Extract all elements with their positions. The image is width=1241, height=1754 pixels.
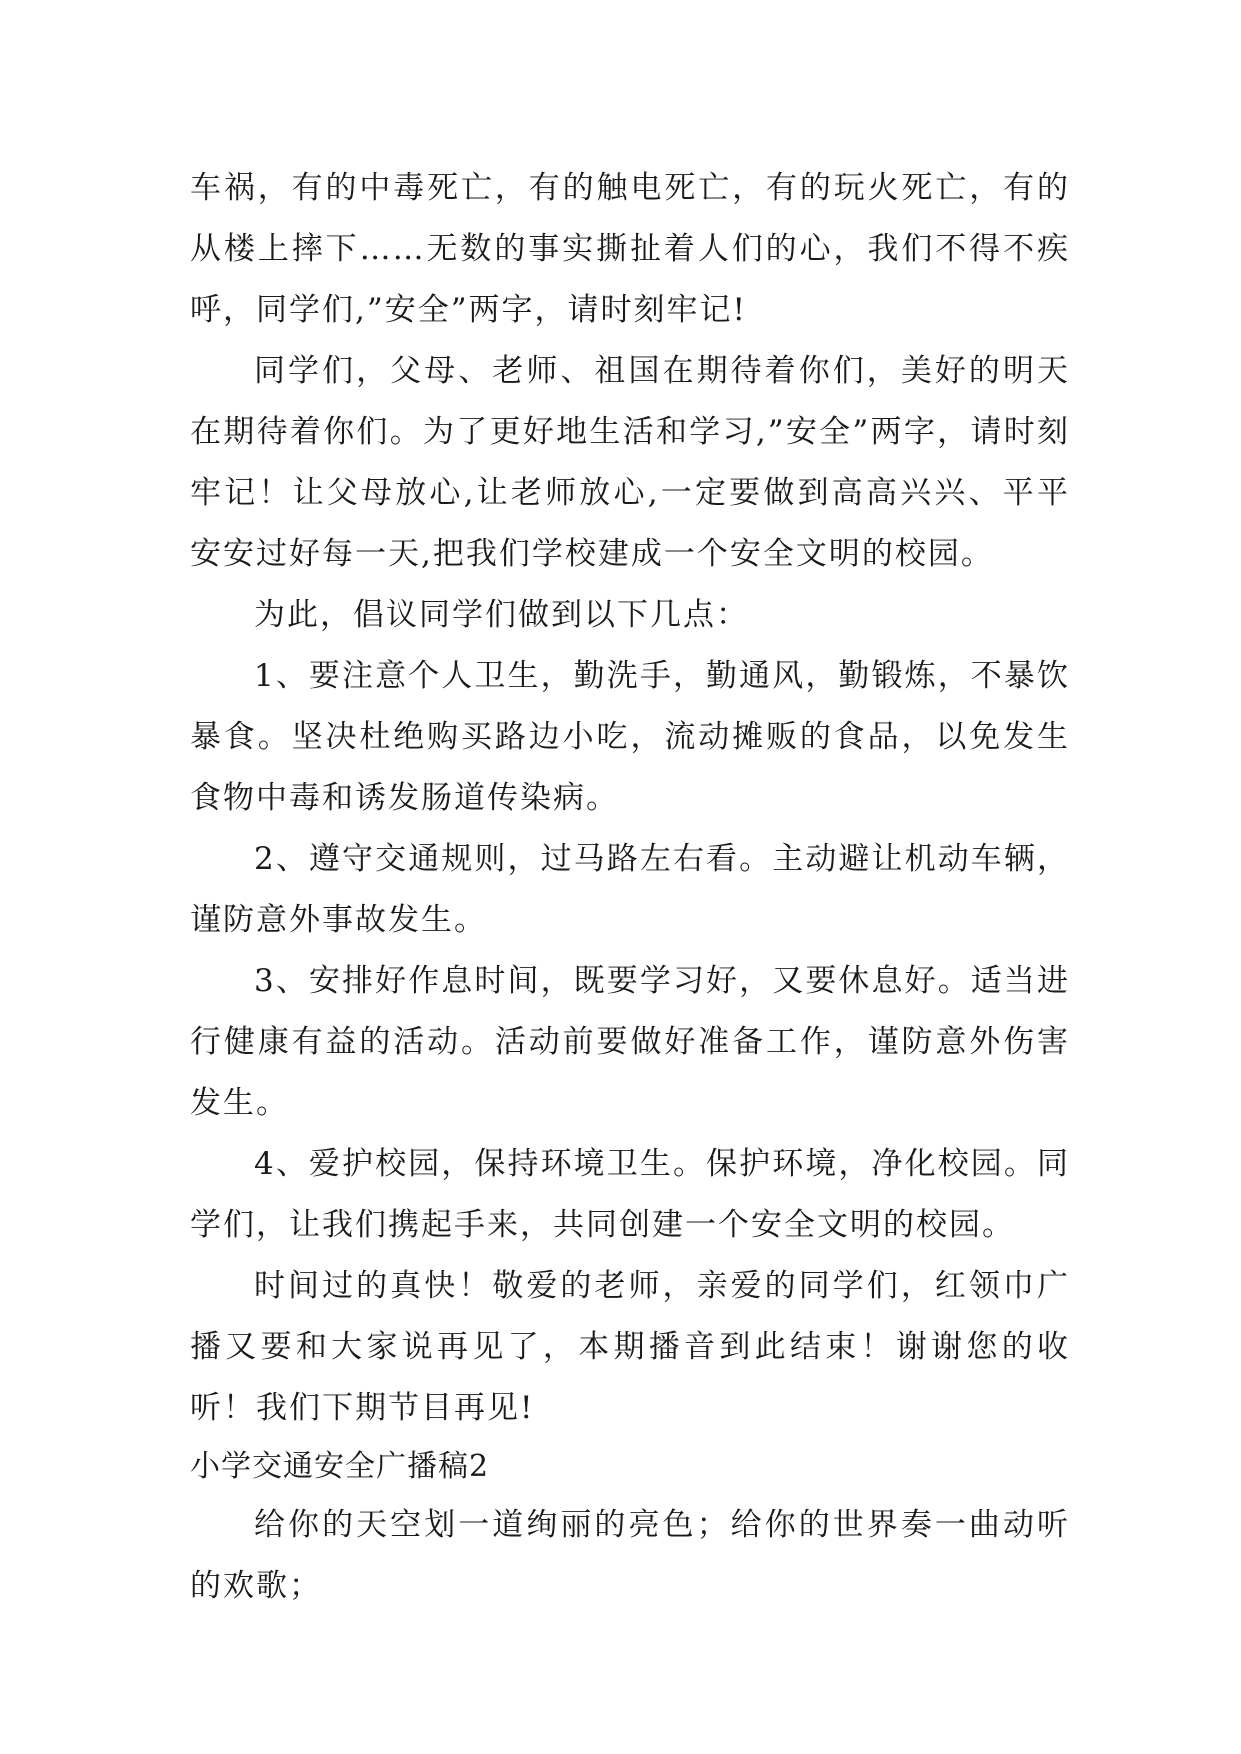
section-title: 小学交通安全广播稿2	[190, 1449, 490, 1484]
paragraph: 为此，倡议同学们做到以下几点：	[254, 597, 749, 633]
paragraph: 3、安排好作息时间，既要学习好，又要休息好。适当进行健康有益的活动。活动前要做好准备工作，谨防意外伤害发生。	[190, 963, 1070, 1121]
paragraph: 2、遵守交通规则，过马路左右看。主动避让机动车辆，谨防意外事故发生。	[190, 841, 1070, 938]
paragraph: 4、爱护校园，保持环境卫生。保护环境，净化校园。同学们，让我们携起手来，共同创建一个安全文明的校园。	[190, 1146, 1070, 1243]
paragraph: 时间过的真快！敬爱的老师，亲爱的同学们，红领巾广播又要和大家说再见了，本期播音到此结束！谢谢您的收听！我们下期节目再见!	[190, 1268, 1070, 1426]
paragraph: 1、要注意个人卫生，勤洗手，勤通风，勤锻炼，不暴饮暴食。坚决杜绝购买路边小吃，流动摊贩的食品，以免发生食物中毒和诱发肠道传染病。	[190, 658, 1070, 816]
paragraph: 车祸，有的中毒死亡，有的触电死亡，有的玩火死亡，有的从楼上摔下……无数的事实撕扯着人们的心，我们不得不疾呼，同学们,”安全”两字，请时刻牢记!	[190, 170, 1070, 328]
paragraph: 同学们，父母、老师、祖国在期待着你们，美好的明天在期待着你们。为了更好地生活和学习,”安全”两字，请时刻牢记！让父母放心,让老师放心,一定要做到高高兴兴、平平安安过好每一天,把我们学校建成一个安全文明的校园。	[190, 353, 1070, 572]
paragraph: 给你的天空划一道绚丽的亮色；给你的世界奏一曲动听的欢歌；	[190, 1507, 1070, 1604]
document-body	[190, 158, 1070, 1617]
